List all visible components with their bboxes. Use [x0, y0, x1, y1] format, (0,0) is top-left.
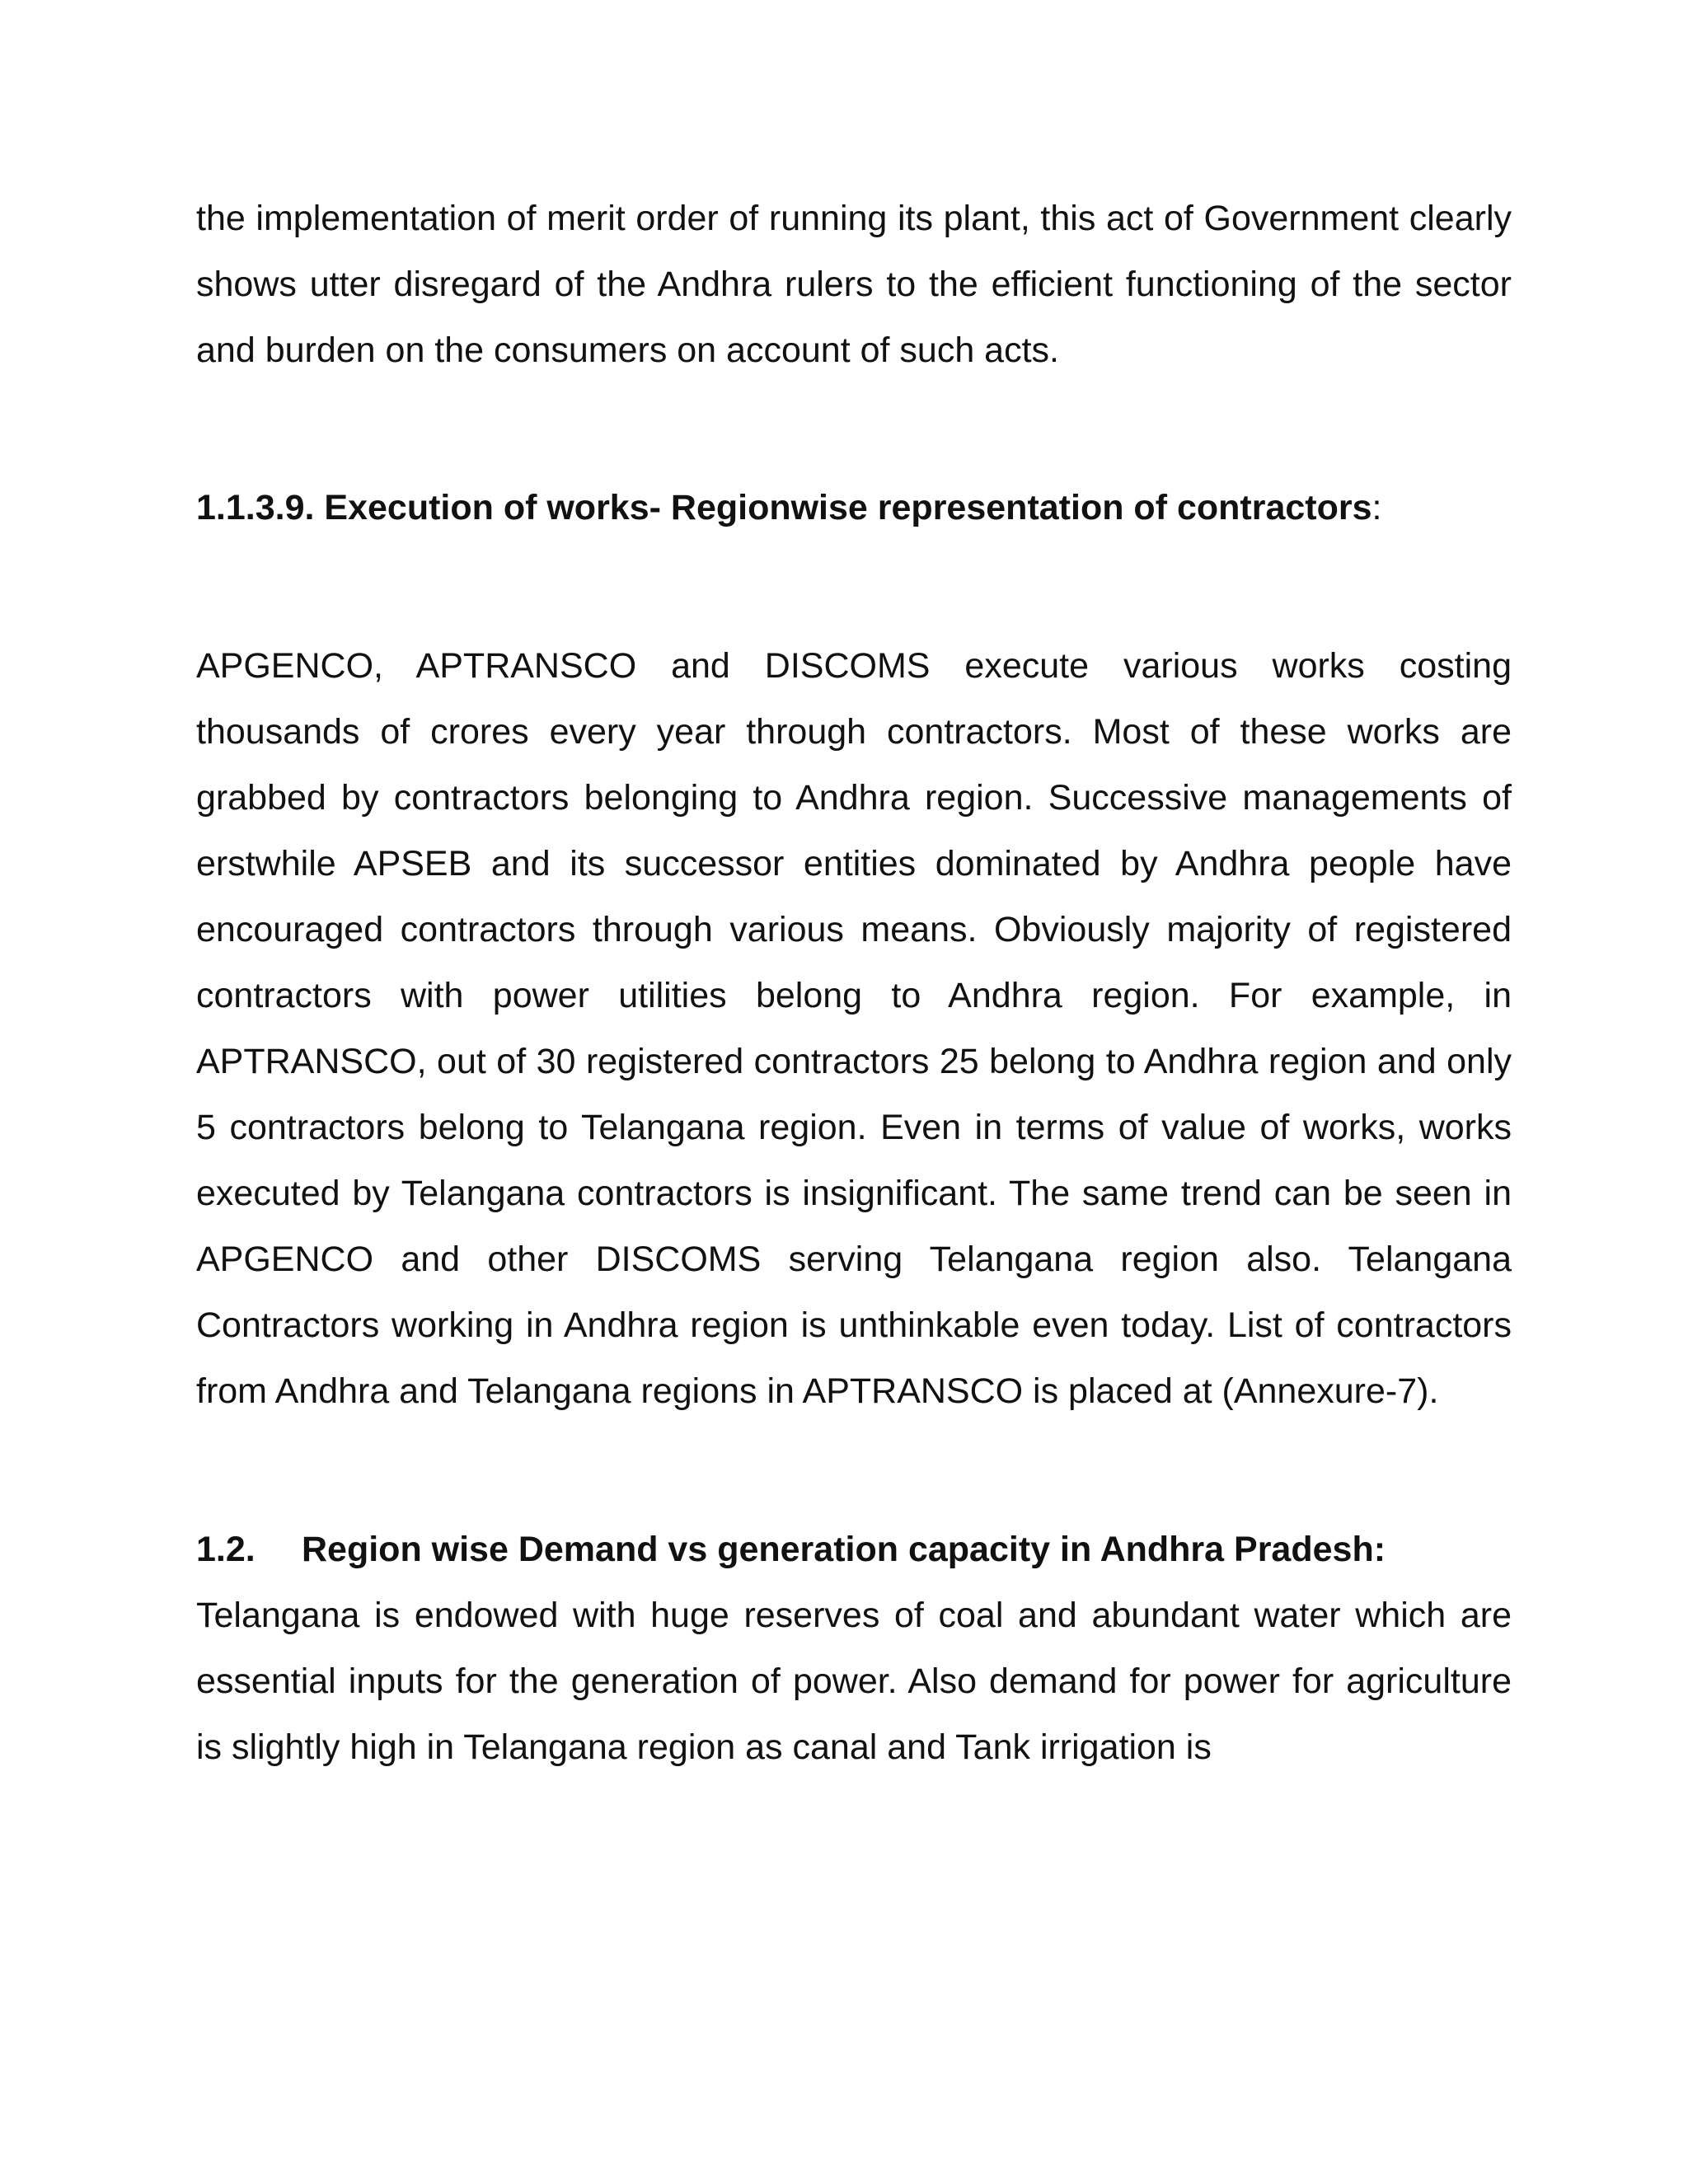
section-1-2-body: Telangana is endowed with huge reserves of coal and abundant water which are essential inputs for the generation of power. Also demand for power for agriculture is slightly high in Telangana region as canal and Tank irrigation is	[196, 1596, 1512, 1767]
section-heading-1-1-3-9-colon: :	[1372, 488, 1382, 527]
intro-paragraph: the implementation of merit order of running its plant, this act of Government clearly shows utter disregard of the Andhra rulers to the efficient functioning of the sector and burden on the consumers on account of such acts.	[196, 199, 1512, 370]
section-heading-1-1-3-9-title: 1.1.3.9. Execution of works- Regionwise representation of contractors	[196, 488, 1372, 527]
page-content	[196, 185, 1512, 1780]
section-heading-1-1-3-9	[196, 475, 1512, 541]
section-1-1-3-9-body: APGENCO, APTRANSCO and DISCOMS execute various works costing thousands of crores every year through contractors. Most of these works are grabbed by contractors belonging to Andhra region. Successive managements of erstwhile APSEB and its successor entities dominated by Andhra people have encouraged contractors through various means. Obviously majority of registered contractors with power utilities belong to Andhra region. For example, in APTRANSCO, out of 30 registered contractors 25 belong to Andhra region and only 5 contractors belong to Telangana region. Even in terms of value of works, works executed by Telangana contractors is insignificant. The same trend can be seen in APGENCO and other DISCOMS serving Telangana region also. Telangana Contractors working in Andhra region is unthinkable even today. List of contractors from Andhra and Telangana regions in APTRANSCO is placed at (Annexure-7).	[196, 646, 1512, 1411]
section-heading-1-2-number: 1.2.	[196, 1530, 256, 1569]
section-heading-1-2-title: Region wise Demand vs generation capacity in Andhra Pradesh:	[302, 1530, 1386, 1569]
section-heading-1-2	[196, 1516, 1512, 1582]
